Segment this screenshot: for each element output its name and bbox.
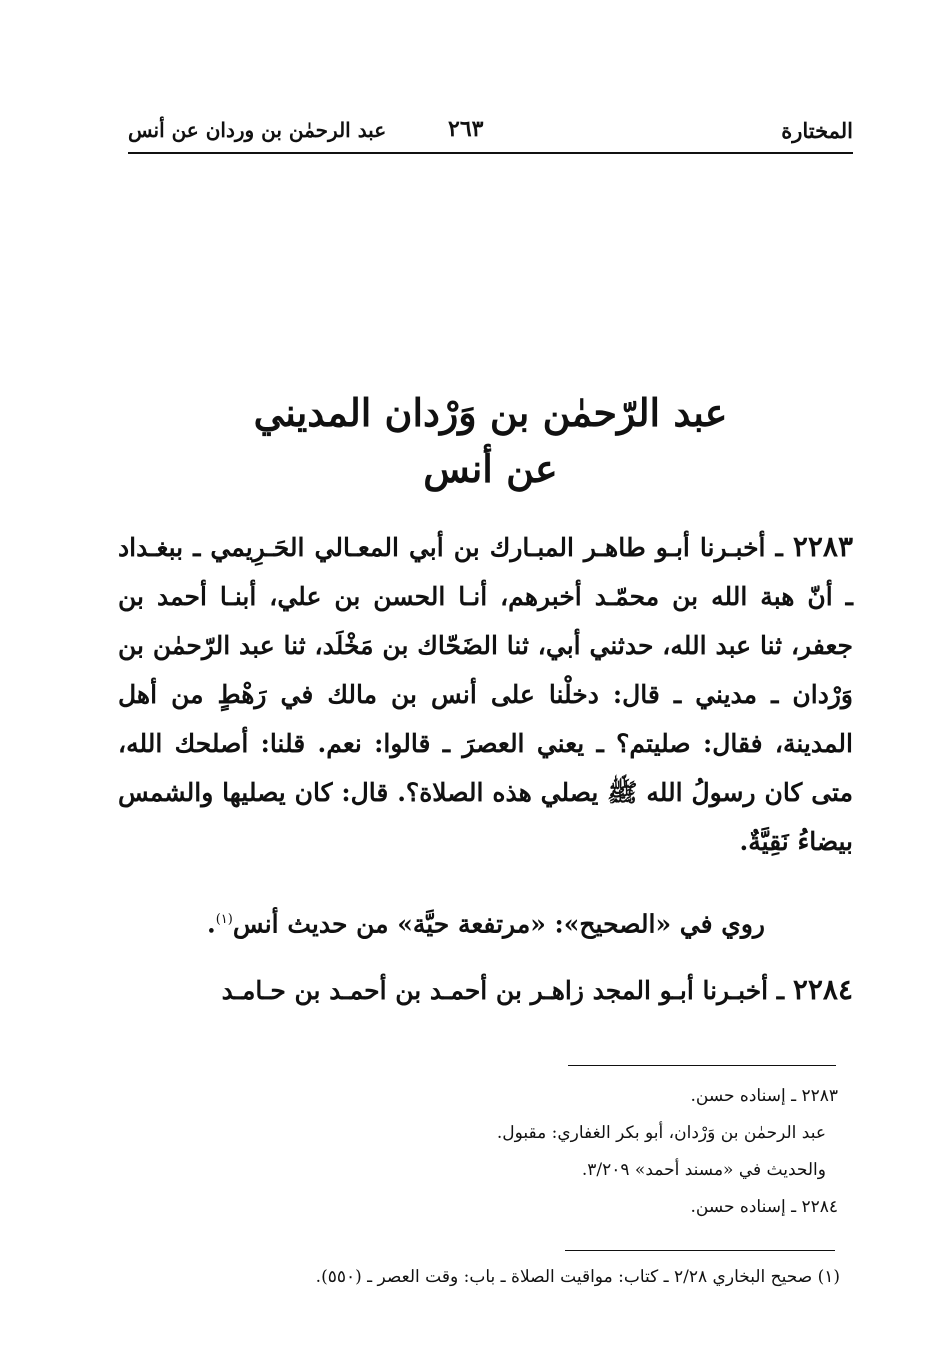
hadith-text: ـ أخبـرنا أبـو المجد زاهـر بن أحمـد بن أحمـد بن حـامـد [221, 976, 793, 1005]
running-header [128, 118, 853, 154]
footnote-divider [568, 1065, 836, 1066]
running-chapter-title: عبد الرحمٰن بن وردان عن أنس [128, 118, 387, 142]
editor-note: والحديث في «مسند أحمد» ٣/٢٠٩. [581, 1160, 826, 1180]
chapter-title-line-1: عبد الرّحمٰن بن وَرْدان المديني [253, 390, 728, 435]
chapter-title-line-2: عن أنس [423, 446, 558, 491]
riwaya-text: روي في «الصحيح»: «مرتفعة حيَّة» من حديث أنس [232, 909, 765, 939]
footnote-divider [565, 1250, 835, 1251]
page-number: ٢٦٣ [448, 116, 484, 142]
riwaya-note [118, 895, 853, 948]
editor-note: ٢٢٨٣ ـ إسناده حسن. [690, 1086, 838, 1106]
hadith-2283 [118, 522, 853, 866]
editor-note: ٢٢٨٤ ـ إسناده حسن. [690, 1197, 838, 1217]
footnote-marker: (١) [215, 912, 233, 927]
hadith-2284 [118, 965, 853, 1015]
editor-note: عبد الرحمٰن بن وَرْدان، أبو بكر الغفاري: مقبول. [496, 1123, 826, 1143]
hadith-number: ٢٢٨٣ [792, 530, 853, 563]
hadith-text: ـ أخبـرنا أبـو طاهـر المبـارك بن أبي المعـالي الحَـرِيمي ـ ببغـداد ـ أنّ هبة الله بن محمّـد أخبرهم، أنـا الحسن بن علي، أبنـا أحمد بن جعفر، ثنا عبد الله، حدثني أبي، ثنا الضَحّاك بن مَخْلَد، ثنا عبد الرّحمٰن بن وَرْدان ـ مديني ـ قال: دخلْنا على أنس بن مالك في رَهْطٍ من أهل المدينة، فقال: صليتم؟ ـ يعني العصرَ ـ قالوا: نعم. قلنا: أصلحك الله، متى كان رسولُ الله ﷺ يصلي هذه الصلاة؟. قال: كان يصليها والشمس بيضاءُ نَقِيَّةٌ. [118, 533, 853, 856]
chapter-heading [128, 385, 853, 497]
book-title: المختارة [781, 118, 853, 143]
riwaya-end: . [206, 909, 216, 939]
editor-footnotes [128, 1078, 838, 1226]
source-footnote: (١) صحيح البخاري ٢/٢٨ ـ كتاب: مواقيت الصلاة ـ باب: وقت العصر ـ (٥٥٠). [315, 1267, 840, 1287]
hadith-number: ٢٢٨٤ [792, 973, 853, 1006]
